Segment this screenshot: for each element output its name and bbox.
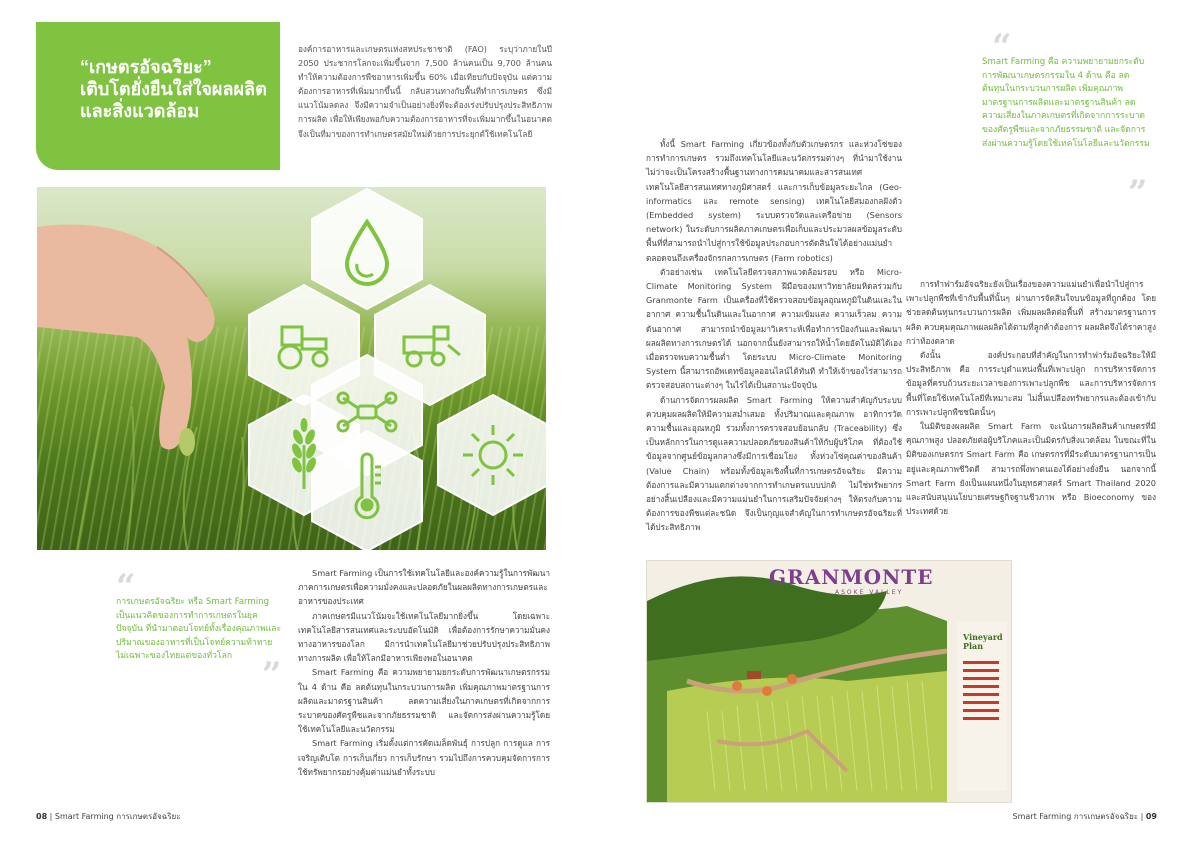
footer-right-text: Smart Farming การเกษตรอัจฉริยะ [1012, 812, 1139, 821]
field-photo [37, 187, 546, 550]
map-plan-title: Vineyard Plan [963, 632, 1003, 651]
hexagon-grid [249, 189, 546, 550]
footer-left: 08 | Smart Farming การเกษตรอัจฉริยะ [36, 812, 181, 821]
page-number-right: 09 [1145, 812, 1157, 821]
footer-left-text: Smart Farming การเกษตรอัจฉริยะ [54, 812, 181, 821]
body-paragraph: ด้านการจัดการผลผลิต Smart Farming ให้ความสำคัญกับระบบควบคุมผลผลิตให้มีความสม่ำเสมอ ทั้งปริมาณและคุณภาพ อาทิการวัดความชื้นและอุณหภูมิ รวมทั้งการตรวจสอบย้อนกลับ (Traceability) ซึ่งเป็นหลักการในการดูแลความปลอดภัยของสินค้าให้กับผู้บริโภค ที่ต้องใช้ข้อมูลจากศูนย์ข้อมูลกลางซึ่งมีการเชื่อมโยง ทั้งห่วงโซ่คุณค่าของสินค้า (Value Chain) พร้อมทั้งข้อมูลเชิงพื้นที่การเกษตรอัจฉริยะ มีความต้องการและมีความแตกต่างจากการทำเกษตรแบบปกติ ไม่ใช่ทรัพยากรอย่างสิ้นเปลืองและมีความแม่นยำในการเสริมปัจจัยต่างๆ ให้ตรงกับความต้องการของพืชแต่ละชนิด จึงเป็นกุญแจสำคัญในการทำเกษตรอัจฉริยะที่ได้ประสิทธิภาพ [646, 394, 902, 533]
body-paragraph: ทั้งนี้ Smart Farming เกี่ยวข้องทั้งกับตัวเกษตรกร และห่วงโซ่ของการทำการเกษตร รวมถึงเทคโนโลยีและนวัตกรรมต่างๆ ที่นำมาใช้งาน ไม่ว่าจะเป็นโครงสร้างพื้นฐานทางการคมนาคมและสารสนเทศ เทคโนโลยีสารสนเทศทางภูมิศาสตร์ และการเก็บข้อมูลระยะไกล (Geo-informatics และ remote sensing) เทคโนโลยีสมองกลฝังตัว (Embedded system) ระบบตรวจวัดและเครือข่าย (Sensors network) ในระดับการผลิตภาคเกษตรเพื่อเก็บและประมวลผลข้อมูลระดับพื้นที่ที่สามารถนำไปสู่การใช้ข้อมูลประกอบการตัดสินใจได้อย่างแม่นยำ ตลอดจนถึงเครื่องจักรกลการเกษตร (Farm robotics) [646, 139, 902, 263]
right-body-column [906, 277, 1156, 518]
close-quote-mark-right: ” [1128, 173, 1148, 213]
vineyard-map [646, 560, 1012, 803]
pull-quote-right: Smart Farming คือ ความพยายามยกระดับการพัฒนาเกษตรกรรมใน 4 ด้าน คือ ลดต้นทุนในกระบวนการผลิต เพิ่มคุณภาพมาตรฐานการผลิตและมาตรฐานสินค้า ลดความเสี่ยงในภาคเกษตรที่เกิดจากการระบาดของศัตรูพืชและจากภัยธรรมชาติ และจัดการส่งผ่านความรู้โดยใช้เทคโนโลยีและนวัตกรรม [982, 57, 1150, 149]
article-title: “เกษตรอัจฉริยะ” เติบโตยั่งยืนใส่ใจผลผลิต และสิ่งแวดล้อม [80, 57, 267, 121]
footer-right: Smart Farming การเกษตรอัจฉริยะ | 09 [1012, 812, 1157, 821]
body-paragraph: การทำฟาร์มอัจฉริยะยังเป็นเรื่องของความแม่นยำเพื่อนำไปสู่การเพาะปลูกพืชที่เข้ากับพื้นที่นั้นๆ ผ่านการจัดสินใจบนข้อมูลที่ถูกต้อง โดยช่วยลดต้นทุนกระบวนการผลิต เพิ่มผลผลิตต่อพื้นที่ สร้างมาตรฐานการผลิต ควบคุมคุณภาพผลผลิตได้ตามที่ลูกค้าต้องการ ผลผลิตจึงได้ราคาสูงกว่าท้องตลาด [906, 279, 1156, 346]
photo-illustration [37, 187, 546, 550]
title-box [36, 22, 280, 170]
intro-paragraph: องค์การอาหารและเกษตรแห่งสหประชาชาติ (FAO) ระบุว่าภายในปี 2050 ประชากรโลกจะเพิ่มขึ้นจาก 7,500 ล้านคนเป็น 9,700 ล้านคน ทำให้ความต้องการพืชอาหารเพิ่มขึ้น 60% เมื่อเทียบกับปัจจุบัน แต่ความต้องการอาหารที่เพิ่มมากขึ้นนี้ กลับสวนทางกับพื้นที่ทำการเกษตร ซึ่งมีแนวโน้มลดลง จึงมีความจำเป็นอย่างยิ่งที่จะต้องเร่งปรับปรุงประสิทธิภาพการผลิต เพื่อให้เพียงพอกับความต้องการอาหารที่จะเพิ่มมากขึ้นในอนาคต จึงเป็นที่มาของการทำเกษตรสมัยใหม่ด้วยการประยุกต์ใช้เทคโนโลยี [298, 44, 552, 139]
vineyard-map-illustration [647, 561, 1011, 802]
body-paragraph: Smart Farming คือ ความพยายามยกระดับการพัฒนาเกษตรกรรมใน 4 ด้าน คือ ลดต้นทุนในกระบวนการผลิต เพิ่มคุณภาพมาตรฐานการผลิตและมาตรฐานสินค้า ลดความเสี่ยงในภาคเกษตรที่เกิดจากการระบาดของศัตรูพืชและจากภัยธรรมชาติ และจัดการส่งผ่านความรู้โดยใช้เทคโนโลยีและนวัตกรรม [298, 667, 550, 735]
map-brand-subtitle: ASOKE VALLEY [835, 589, 904, 596]
body-paragraph: ตัวอย่างเช่น เทคโนโลยีตรวจสภาพแวดล้อมรอบ หรือ Micro-Climate Monitoring System ฝีมือของมหาวิทยาลัยมหิดลร่วมกับ Granmonte Farm เป็นเครื่องที่ใช้ตรวจสอบข้อมูลอุณหภูมิในดินและในอากาศ ความชื้นในดินและในอากาศ ความเข้มแสง ความเร็วลม ความดันอากาศ สามารถนำข้อมูลมาวิเคราะห์เพื่อทำการป้องกันและพัฒนาผลผลิตทางการเกษตรได้ นอกจากนั้นยังสามารถให้น้ำโดยอัตโนมัติได้เอง เมื่อตรวจพบความชื้นต่ำ โดยระบบ Micro-Climate Monitoring System นี้สามารถอัพเดทข้อมูลออนไลน์ได้ทันที ทำให้เจ้าของไร่สามารถตรวจสอบสถานะต่างๆ ในไร่ได้เป็นสถานะปัจจุบัน [646, 266, 902, 391]
body-paragraph: ดังนั้น องค์ประกอบที่สำคัญในการทำฟาร์มอัจฉริยะให้มีประสิทธิภาพ คือ การระบุตำแหน่งพื้นที่เพาะปลูก การบริหารจัดการข้อมูลที่ครบถ้วนระยะเวลาของการเพาะปลูกพืช และการบริหารจัดการพื้นที่โดยใช้เทคโนโลยีที่เหมาะสม ไม่สิ้นเปลืองทรัพยากรและต้องเข้ากับการเพาะปลูกพืชชนิดนั้นๆ [906, 350, 1156, 417]
open-quote-mark-right: “ [992, 27, 1012, 67]
open-quote-mark-left: “ [116, 567, 136, 607]
body-paragraph: Smart Farming เริ่มตั้งแต่การคัดเมล็ดพันธุ์ การปลูก การดูแล การเจริญเติบโต การเก็บเกี่ยว การเก็บรักษา รวมไปถึงการควบคุมจัดการการใช้ทรัพยากรอย่างคุ้มค่าแม่นยำทั้งระบบ [298, 738, 550, 777]
left-body-column [298, 566, 550, 779]
map-brand-title: GRANMONTE [769, 565, 934, 589]
middle-body-column [646, 137, 902, 535]
hand-illustration [37, 225, 215, 457]
page-number-left: 08 [36, 812, 48, 821]
body-paragraph: ภาคเกษตรมีแนวโน้มจะใช้เทคโนโลยีมากยิ่งขึ้น โดยเฉพาะเทคโนโลยีสารสนเทศและระบบอัตโนมัติ เพื่อต้องการรักษาความมั่นคงทางอาหารของโลก มีการนำเทคโนโลยีมาช่วยปรับปรุงประสิทธิภาพทางการผลิต เพื่อให้โลกมีอาหารเพียงพอในอนาคต [298, 610, 550, 664]
body-paragraph: Smart Farming เป็นการใช้เทคโนโลยีและองค์ความรู้ในการพัฒนาภาคการเกษตรเพื่อความมั่งคงและปลอดภัยในผลผลิตทางการเกษตรและอาหารของประเทศ [298, 568, 550, 607]
close-quote-mark-left: ” [262, 655, 282, 695]
body-paragraph: ในมิติของผลผลิต Smart Farm จะเน้นการผลิตสินค้าเกษตรที่มีคุณภาพสูง ปลอดภัยต่อผู้บริโภคและเป็นมิตรกับสิ่งแวดล้อม ในขณะที่ในมิติของเกษตรกร Smart Farm คือ เกษตรกรที่มีระดับมาตรฐานการเป็นอยู่และคุณภาพชีวิตดี สามารถพึ่งพาตนเองได้อย่างยั่งยืน นอกจากนี้ Smart Farm ยังเป็นแผนหนึ่งในยุทธศาสตร์ Smart Thailand 2020 และสนับสนุนนโยบายเศรษฐกิจฐานชีวภาพ หรือ Bioeconomy ของประเทศด้วย [906, 421, 1156, 517]
pull-quote-left: การเกษตรอัจฉริยะ หรือ Smart Farming เป็นแนวคิดของการทำการเกษตรในยุคปัจจุบัน ที่นำมาตอบโจทย์ทั้งเรื่องคุณภาพและปริมาณของอาหารที่เป็นโจทย์ความท้าทาย ไม่เฉพาะของไทยแต่ของทั่วโลก [116, 597, 282, 662]
